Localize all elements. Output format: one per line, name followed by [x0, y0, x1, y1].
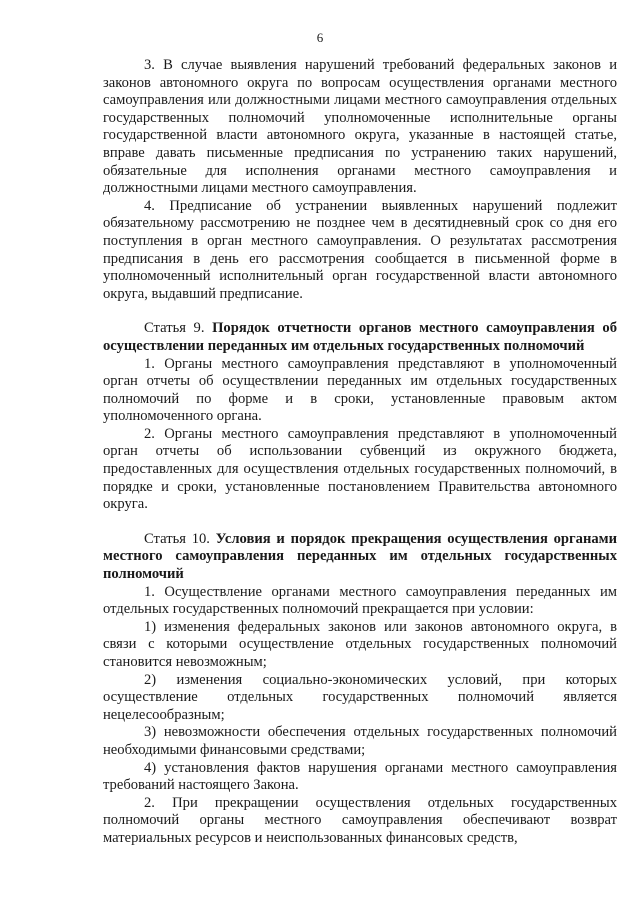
document-body: [103, 57, 617, 848]
article-10-item-3: 3) невозможности обеспечения отдельных государственных полномочий необходимыми финансовыми средствами;: [103, 724, 617, 758]
article-10-item-4: 4) установления фактов нарушения органами местного самоуправления требований настоящего Закона.: [103, 759, 617, 794]
article-9-paragraph-2: 2. Органы местного самоуправления представляют в уполномоченный орган отчеты об использовании субвенций из окружного бюджета, предоставленных для осуществления отдельных государственных полномочий, в порядке и сроки, установленные постановлением Правительства автономного округа.: [103, 425, 617, 513]
article-10-item-2: 2) изменения социально-экономических условий, при которых осуществление отдельных государственных полномочий является нецелесообразным;: [103, 671, 617, 723]
article-10-paragraph-1: 1. Осуществление органами местного самоуправления переданных им отдельных государственных полномочий прекращается при условии:: [103, 583, 617, 618]
article-9-paragraph-1: 1. Органы местного самоуправления представляют в уполномоченный орган отчеты об осуществлении переданных им отдельных государственных полномочий по форме и в сроки, установленные правовым актом уполномоченного органа.: [103, 355, 617, 425]
article-10-label: Статья 10.: [144, 530, 210, 547]
article-9-title: Порядок отчетности органов местного самоуправления об осуществлении переданных им отдельных государственных полномочий: [103, 320, 617, 354]
article-10-heading: [103, 531, 617, 584]
article-9-label: Статья 9.: [144, 320, 205, 337]
page-number: 6: [316, 30, 324, 45]
paragraph-3: 3. В случае выявления нарушений требований федеральных законов и законов автономного округа по вопросам осуществления органами местного самоуправления или должностными лицами местного самоуправления отдельных государственных полномочий уполномоченные исполнительные органы государственной власти автономного округа, указанные в настоящей статье, вправе давать письменные предписания по устранению таких нарушений, обязательные для исполнения органами местного самоуправления и должностными лицами местного самоуправления.: [103, 57, 617, 197]
paragraph-4: 4. Предписание об устранении выявленных нарушений подлежит обязательному рассмотрению не позднее чем в десятидневный срок со дня его поступления в орган местного самоуправления. О результатах рассмотрения предписания в день его рассмотрения сообщается в письменной форме в уполномоченный исполнительный орган государственной власти автономного округа, выдавший предписание.: [103, 197, 617, 302]
article-10-item-1: 1) изменения федеральных законов или законов автономного округа, в связи с которыми осуществление отдельных государственных полномочий становится невозможным;: [103, 618, 617, 670]
article-9-heading: [103, 320, 617, 355]
article-10-title: Условия и порядок прекращения осуществления органами местного самоуправления переданных им отдельных государственных полномочий: [103, 530, 617, 583]
article-10-paragraph-2: 2. При прекращении осуществления отдельных государственных полномочий органы местного самоуправления обеспечивают возврат материальных ресурсов и неиспользованных финансовых средств,: [103, 794, 617, 846]
